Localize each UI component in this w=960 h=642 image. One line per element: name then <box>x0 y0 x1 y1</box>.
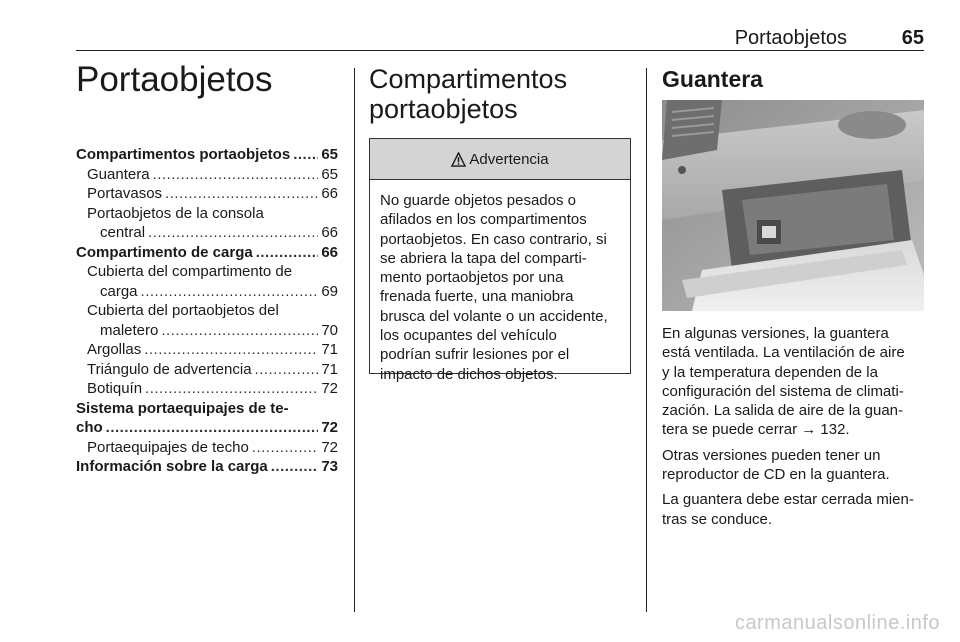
toc-leader-dots <box>161 321 318 341</box>
toc-leader-dots <box>106 418 319 438</box>
warning-line: No guarde objetos pesados o <box>380 192 576 209</box>
toc-page-number: 72 <box>321 380 338 397</box>
header-rule <box>76 50 924 51</box>
toc-label: carga <box>100 282 138 300</box>
toc-row[interactable] <box>76 145 338 165</box>
toc-page-number: 70 <box>321 321 338 339</box>
toc-page-number: 72 <box>321 438 338 456</box>
section-title <box>369 64 567 124</box>
toc-row[interactable] <box>76 340 338 360</box>
toc-leader-dots <box>144 340 318 360</box>
warning-line: mento portaobjetos por una <box>380 269 564 287</box>
warning-line: afilados en los compartimentos <box>380 211 587 229</box>
toc-page-number: 65 <box>321 165 338 183</box>
toc-page-number: 65 <box>321 146 338 163</box>
running-header-title: Portaobjetos <box>734 27 847 49</box>
body-line: zación. La salida de aire de la guan- <box>662 402 903 420</box>
body-line: La guantera debe estar cerrada mien- <box>662 491 914 509</box>
toc-label: Sistema portaequipajes de te- <box>76 399 289 417</box>
warning-line: podrían sufrir lesiones por el <box>380 346 570 364</box>
toc-row[interactable] <box>76 438 338 458</box>
toc-row[interactable] <box>76 418 338 438</box>
page-number: 65 <box>901 27 924 49</box>
body-paragraph <box>662 490 924 529</box>
watermark: carmanualsonline.info <box>734 612 940 634</box>
warning-line: brusca del volante o un accidente, <box>380 307 608 325</box>
toc-row[interactable] <box>76 204 338 224</box>
warning-line: los ocupantes del vehículo <box>380 327 557 345</box>
toc-leader-dots <box>153 165 319 185</box>
toc-leader-dots <box>271 457 319 477</box>
toc-label: Portavasos <box>87 185 163 202</box>
toc-label: Portaequipajes de techo <box>87 438 249 456</box>
toc-label: Guantera <box>87 165 150 183</box>
toc-page-number: 69 <box>321 282 338 300</box>
warning-line: impacto de dichos objetos. <box>380 365 558 383</box>
toc-leader-dots <box>148 223 318 243</box>
toc-label: Compartimento de carga <box>76 243 253 261</box>
toc-page-number: 66 <box>321 185 338 202</box>
column-divider-2 <box>646 68 647 612</box>
chapter-title: Portaobjetos <box>76 60 273 99</box>
body-line: está ventilada. La ventilación de aire <box>662 344 905 362</box>
toc-row[interactable] <box>76 457 338 477</box>
toc-label: Botiquín <box>87 380 143 397</box>
toc-label: cho <box>76 419 103 436</box>
warning-line: frenada fuerte, una maniobra <box>380 288 574 306</box>
toc-page-number: 71 <box>321 341 338 358</box>
toc-page-number: 66 <box>321 243 338 261</box>
toc-page-number: 73 <box>321 458 338 475</box>
toc-row[interactable] <box>76 243 338 263</box>
toc-leader-dots <box>293 145 318 165</box>
toc-row[interactable] <box>76 184 338 204</box>
toc-row[interactable] <box>76 321 338 341</box>
table-of-contents <box>76 145 338 477</box>
toc-label: Compartimentos portaobjetos <box>76 146 291 163</box>
section-title-line-1: Compartimentos <box>369 64 568 94</box>
toc-label: Cubierta del compartimento de <box>87 263 293 280</box>
warning-line: se abriera la tapa del comparti- <box>380 249 587 267</box>
warning-header <box>370 139 630 180</box>
toc-label: Triángulo de advertencia <box>87 360 252 378</box>
toc-label: Cubierta del portaobjetos del <box>87 302 279 319</box>
subsection-title: Guantera <box>662 66 763 92</box>
warning-triangle-icon <box>451 152 466 167</box>
toc-label: Portaobjetos de la consola <box>87 204 264 222</box>
body-line: tras se conduce. <box>662 510 773 528</box>
guantera-body <box>662 324 924 535</box>
body-line: tera se puede cerrar → 132. <box>662 421 850 439</box>
toc-label: Información sobre la carga <box>76 458 268 475</box>
toc-leader-dots <box>252 438 319 458</box>
warning-heading: Advertencia <box>469 150 549 168</box>
toc-leader-dots <box>256 243 319 263</box>
toc-row[interactable] <box>76 262 338 282</box>
toc-page-number: 66 <box>321 224 338 241</box>
body-paragraph <box>662 446 924 485</box>
body-paragraph <box>662 324 924 440</box>
warning-text <box>370 180 630 384</box>
body-line: y la temperatura dependen de la <box>662 363 878 381</box>
body-line: reproductor de CD en la guantera. <box>662 466 890 484</box>
body-line: Otras versiones pueden tener un <box>662 446 881 464</box>
toc-page-number: 72 <box>321 419 338 436</box>
toc-leader-dots <box>141 282 319 302</box>
toc-row[interactable] <box>76 282 338 302</box>
toc-row[interactable] <box>76 360 338 380</box>
toc-row[interactable] <box>76 165 338 185</box>
section-title-line-2: portaobjetos <box>369 94 518 124</box>
glovebox-photo <box>662 100 924 311</box>
toc-label: central <box>100 224 146 241</box>
toc-row[interactable] <box>76 399 338 419</box>
toc-row[interactable] <box>76 223 338 243</box>
body-line: configuración del sistema de climati- <box>662 382 904 400</box>
toc-leader-dots <box>255 360 319 380</box>
toc-row[interactable] <box>76 301 338 321</box>
toc-label: maletero <box>100 321 159 339</box>
toc-leader-dots <box>165 184 318 204</box>
column-divider-1 <box>354 68 355 612</box>
toc-page-number: 71 <box>321 360 338 378</box>
body-line: En algunas versiones, la guantera <box>662 325 889 342</box>
warning-line: portaobjetos. En caso contrario, si <box>380 230 607 248</box>
toc-row[interactable] <box>76 379 338 399</box>
toc-label: Argollas <box>87 341 142 358</box>
warning-box <box>369 138 631 383</box>
toc-leader-dots <box>145 379 318 399</box>
